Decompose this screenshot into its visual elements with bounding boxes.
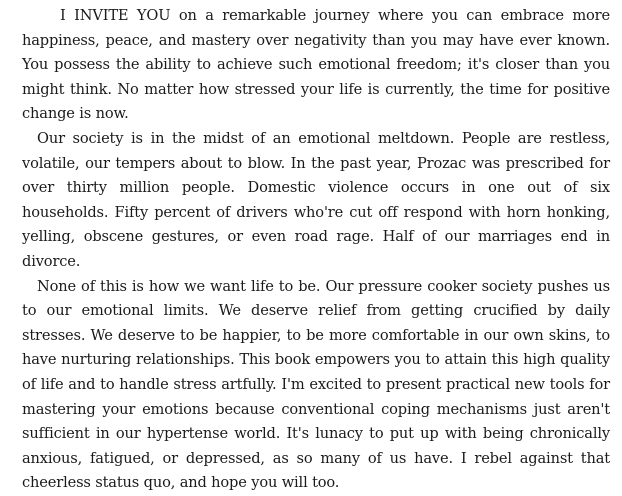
paragraph-book-purpose: None of this is how we want life to be. Our pressure cooker society pushes us to our emotional limits. We deserve relief from getting crucified by daily stresses. We deserve to be happier, to be more comfortable in our own skins, to have nurturing relationships. This book empowers you to attain this high quality of life and to handle stress artfully. I'm excited to present practical new tools for mastering your emotions because conventional coping mechanisms just aren't sufficient in our hypertense world. It's lunacy to put up with being chronically anxious, fatigued, or depressed, as so many of us have. I rebel against that cheerless status quo, and hope you will too. bbox=[22, 277, 610, 492]
paragraph-society-meltdown: Our society is in the midst of an emotional meltdown. People are restless, volatile, our tempers about to blow. In the past year, Prozac was prescribed for over thirty million people. Domestic violence occurs in one out of six households. Fifty percent of drivers who're cut off respond with horn honking, yelling, obscene gestures, or even road rage. Half of our marriages end in divorce. bbox=[22, 129, 610, 270]
paragraph-intro: I INVITE YOU on a remarkable journey where you can embrace more happiness, peace, and mastery over negativity than you may have ever known. You possess the ability to achieve such emotional freedom; it's closer than you might think. No matter how stressed your life is currently, the time for positive change is now. bbox=[22, 7, 610, 123]
document-page bbox=[22, 4, 610, 496]
